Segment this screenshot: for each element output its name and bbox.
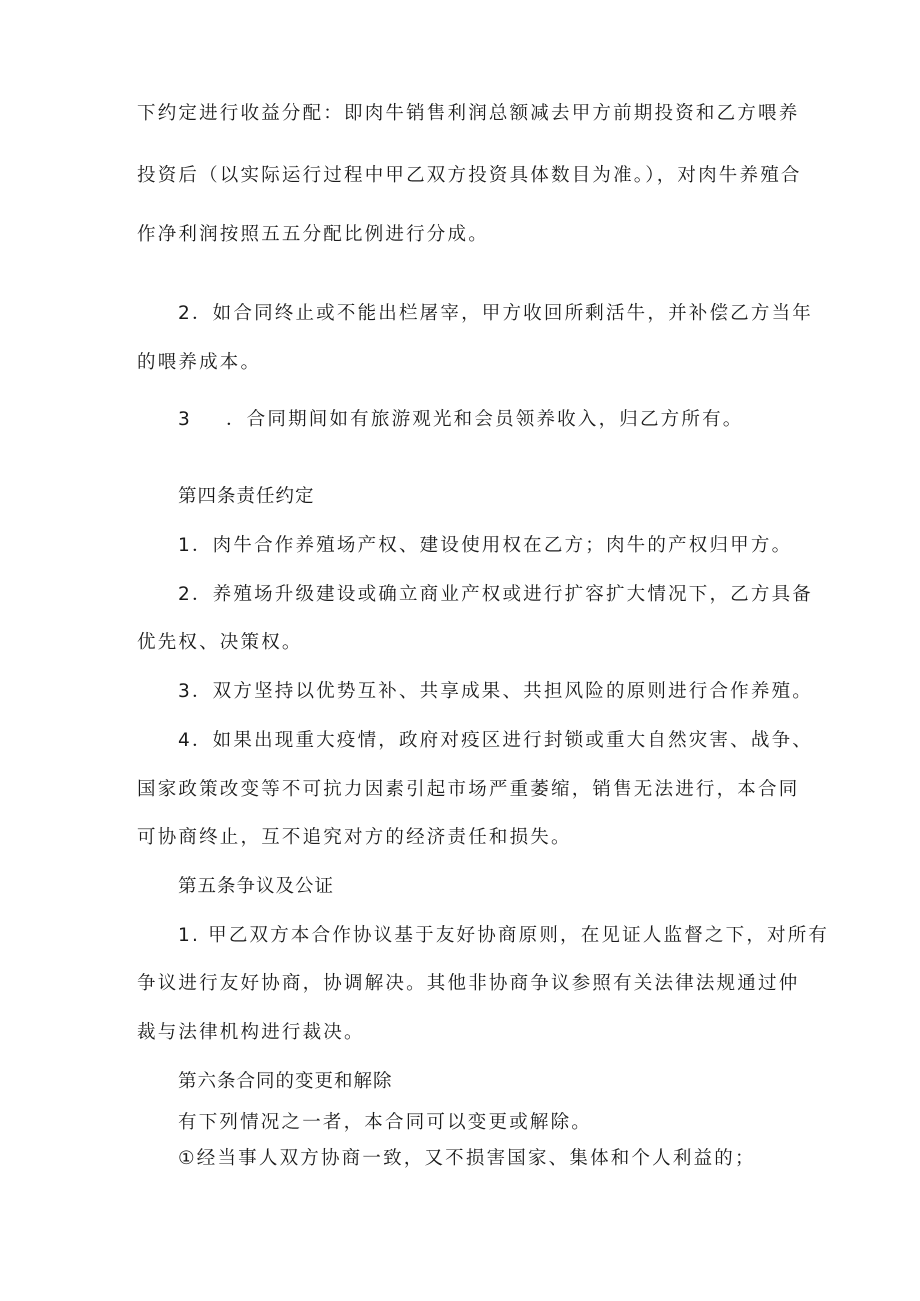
responsibility-item-3: 3．双方坚持以优势互补、共享成果、共担风险的原则进行合作养殖。 bbox=[178, 681, 813, 702]
paragraph-line: 可协商终止，互不追究对方的经济责任和损失。 bbox=[137, 827, 572, 848]
paragraph-line: 作净利润按照五五分配比例进行分成。 bbox=[137, 224, 489, 245]
condition-item-1: ①经当事人双方协商一致，又不损害国家、集体和个人利益的； bbox=[178, 1148, 756, 1169]
clause-item-2: 2．如合同终止或不能出栏屠宰，甲方收回所剩活牛，并补偿乙方当年 bbox=[178, 303, 813, 324]
paragraph-line: 争议进行友好协商，协调解决。其他非协商争议参照有关法律法规通过仲 bbox=[137, 973, 800, 994]
section-heading-6: 第六条合同的变更和解除 bbox=[178, 1071, 393, 1092]
paragraph-line: 优先权、决策权。 bbox=[137, 632, 303, 653]
item-number: 3 bbox=[178, 409, 192, 430]
paragraph-line: 投资后（以实际运行过程中甲乙双方投资具体数目为准。），对肉牛养殖合 bbox=[137, 165, 802, 186]
responsibility-item-1: 1．肉牛合作养殖场产权、建设使用权在乙方；肉牛的产权归甲方。 bbox=[178, 535, 793, 556]
section-heading-4: 第四条责任约定 bbox=[178, 486, 315, 507]
item-text: ．合同期间如有旅游观光和会员领养收入，归乙方所有。 bbox=[225, 409, 744, 430]
paragraph-line: 裁与法律机构进行裁决。 bbox=[137, 1022, 365, 1043]
paragraph-line: 有下列情况之一者，本合同可以变更或解除。 bbox=[178, 1112, 593, 1133]
responsibility-item-2: 2．养殖场升级建设或确立商业产权或进行扩容扩大情况下，乙方具备 bbox=[178, 584, 813, 605]
paragraph-line: 国家政策改变等不可抗力因素引起市场严重萎缩，销售无法进行，本合同 bbox=[137, 779, 800, 800]
section-heading-5: 第五条争议及公证 bbox=[178, 876, 335, 897]
paragraph-line: 下约定进行收益分配：即肉牛销售利润总额减去甲方前期投资和乙方喂养 bbox=[137, 103, 800, 124]
dispute-item-1: 1. 甲乙双方本合作协议基于友好协商原则，在见证人监督之下，对所有 bbox=[178, 925, 830, 946]
paragraph-line: 的喂养成本。 bbox=[137, 352, 262, 373]
responsibility-item-4: 4．如果出现重大疫情，政府对疫区进行封锁或重大自然灾害、战争、 bbox=[178, 730, 813, 751]
clause-item-3 bbox=[178, 407, 744, 433]
